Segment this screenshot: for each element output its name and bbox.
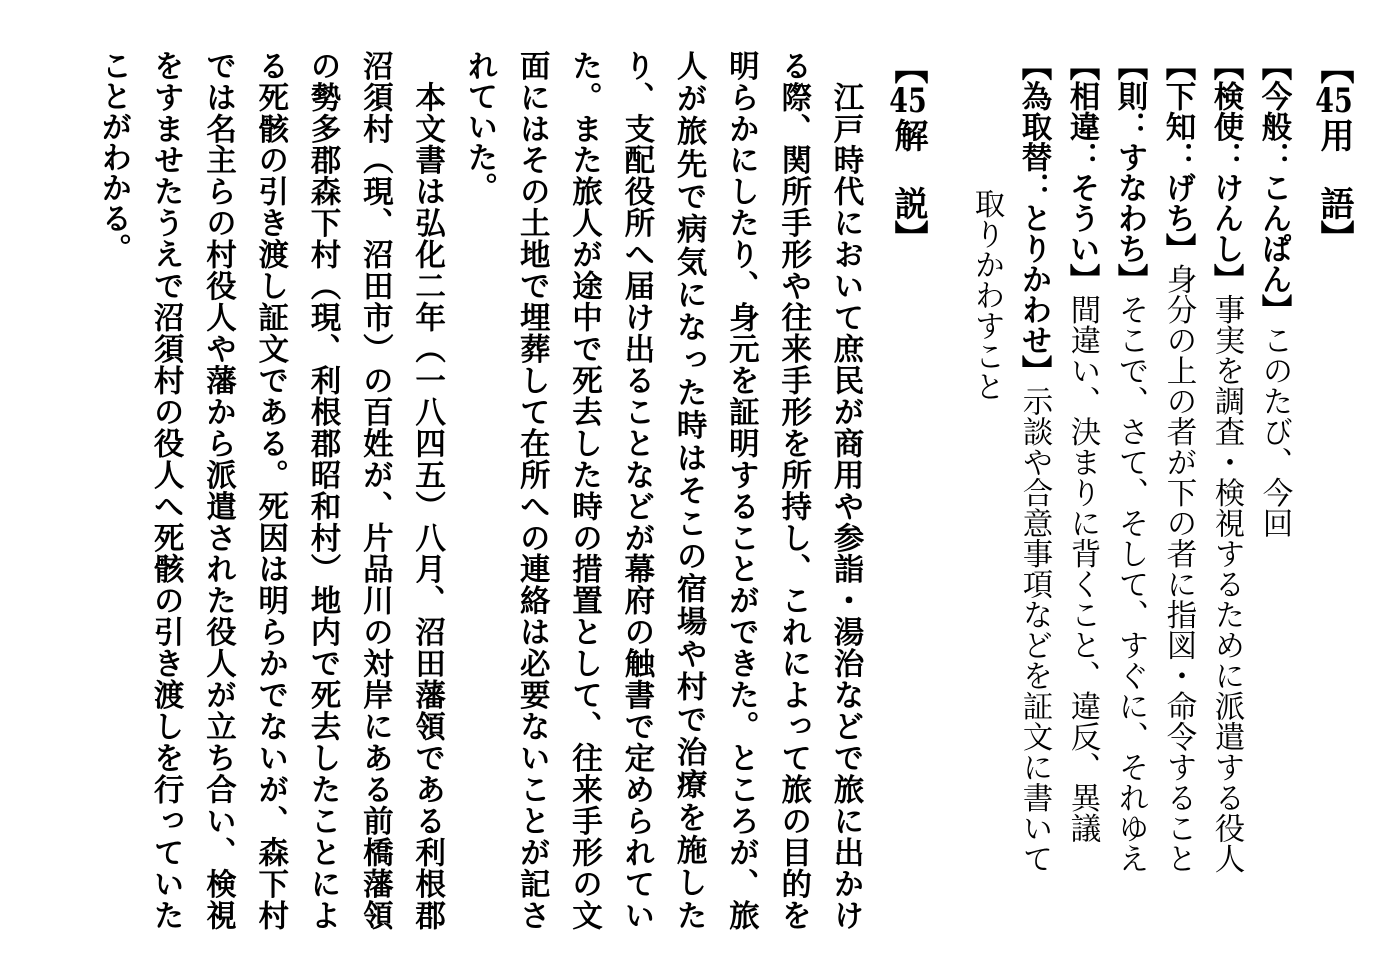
glossary-term: 【今般：こんぱん】: [1256, 50, 1292, 325]
commentary-heading-text: 解 説: [888, 118, 928, 220]
glossary-definition: 示談や合意事項などを証文に書いて: [1017, 385, 1052, 874]
glossary-definition: 事実を調査・検視するために派遣する役人: [1209, 294, 1244, 874]
glossary-entry: [1058, 50, 1106, 937]
commentary-paragraph-1: 江戸時代において庶民が商用や参詣・湯治などで旅に出かける際、関所手形や往来手形を所持し、これによって旅の目的を明らかにしたり、身元を証明することができた。ところが、旅人が旅先で病気になった時はそこの宿場や村で治療を施したり、支配役所へ届け出ることなどが幕府の触書で定められていた。また旅人が途中で死去した時の措置として、往来手形の文面にはその土地で埋葬して在所への連絡は必要ないことが記されていた。: [461, 50, 864, 930]
commentary-heading: 【45解 説】: [888, 50, 928, 254]
glossary-definition: このたび、今回: [1257, 324, 1292, 538]
glossary-term: 【下知：げち】: [1160, 50, 1196, 264]
glossary-entry: [1154, 50, 1202, 937]
glossary-definition: そこで、さて、そして、すぐに、それゆえ: [1113, 294, 1148, 874]
glossary-entry: [1010, 50, 1058, 937]
glossary-definition: 間違い、決まりに背くこと、違反、異議: [1065, 294, 1100, 843]
glossary-heading-number: 45: [1315, 84, 1353, 118]
glossary-entry: [1250, 50, 1298, 937]
glossary-term: 【検使：けんし】: [1208, 50, 1244, 294]
glossary-heading: 【45用 語】: [1314, 50, 1354, 254]
glossary-definition: 身分の上の者が下の者に指図・命令すること: [1161, 263, 1196, 874]
glossary-entry: [1202, 50, 1250, 937]
glossary-heading-text: 用 語: [1314, 118, 1354, 220]
glossary-continuation: 取りかわすこと: [969, 188, 1004, 402]
glossary-term: 【相違：そうい】: [1064, 50, 1100, 294]
glossary-entry: [1106, 50, 1154, 937]
glossary-term: 【為取替：とりかわせ】: [1016, 50, 1052, 386]
commentary-paragraph-2: 本文書は弘化二年（一八四五）八月、沼田藩領である利根郡沼須村（現、沼田市）の百姓が、片品川の対岸にある前橋藩領の勢多郡森下村（現、利根郡昭和村）地内で死去したことによる死骸の引き渡し証文である。死因は明らかでないが、森下村では名主らの村役人や藩から派遣された役人が立ち合い、検視をすませたうえで沼須村の役人へ死骸の引き渡しを行っていたことがわかる。: [95, 50, 446, 930]
glossary-term: 【則：すなわち】: [1112, 50, 1148, 294]
commentary-heading-number: 45: [889, 84, 927, 118]
